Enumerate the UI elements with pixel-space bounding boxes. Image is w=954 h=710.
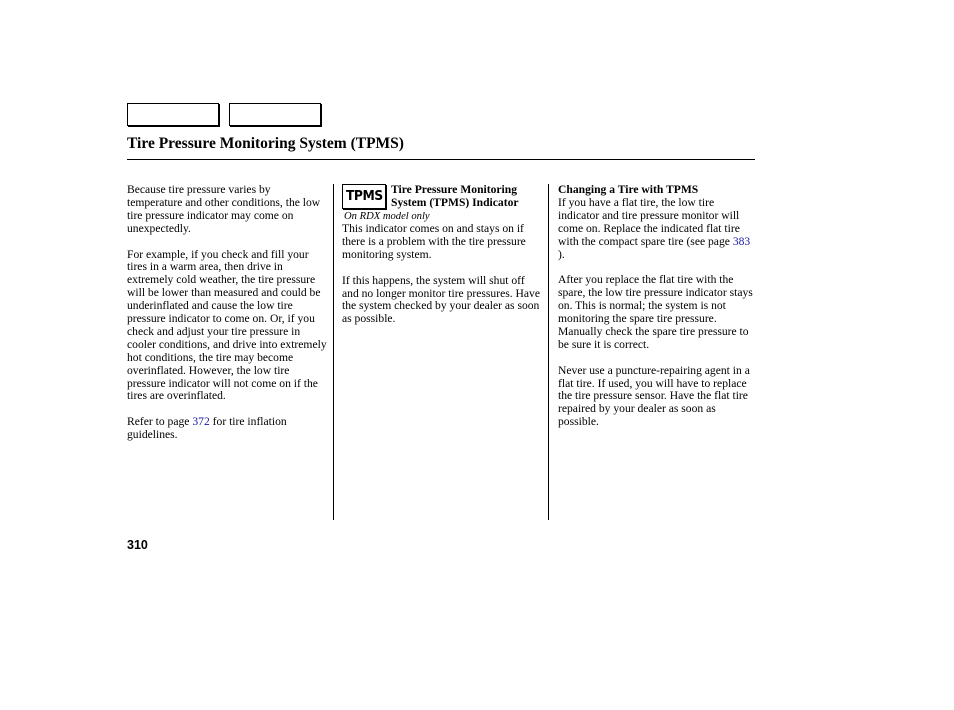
column-3 xyxy=(558,184,758,429)
tpms-indicator-icon xyxy=(342,184,386,209)
column-divider-1 xyxy=(333,184,334,520)
nav-button-index[interactable] xyxy=(229,103,321,126)
col1-p3-text-before: Refer to page xyxy=(127,415,190,429)
col3-p1-text-before: If you have a flat tire, the low tire indicator and tire pressure monitor will come on. Replace the indicated flat tire with the compact spare tire (see page xyxy=(558,195,740,248)
model-note: On RDX model only xyxy=(344,211,430,222)
column-divider-2 xyxy=(548,184,549,520)
col1-p3-text-after: for tire inflation guidelines. xyxy=(127,415,287,442)
page-link-372[interactable]: 372 xyxy=(192,415,210,429)
col1-paragraph-1: Because tire pressure varies by temperature and other conditions, the low tire pressure indicator may come on unexpectedly. xyxy=(127,183,321,235)
col2-paragraph-1: This indicator comes on and stays on if there is a problem with the tire pressure monitoring system. xyxy=(342,222,526,261)
changing-tire-heading: Changing a Tire with TPMS xyxy=(558,183,699,196)
nav-button-main-menu[interactable] xyxy=(127,103,219,126)
page-number: 310 xyxy=(127,538,148,552)
col3-paragraph-1 xyxy=(558,197,758,262)
title-divider xyxy=(127,159,755,160)
col2-paragraph-2: If this happens, the system will shut off and no longer monitor tire pressures. Have the system checked by your dealer as soon as possible. xyxy=(342,273,541,326)
column-1 xyxy=(127,184,327,442)
col1-paragraph-3 xyxy=(127,416,327,442)
column-2 xyxy=(342,223,542,326)
page-link-383[interactable]: 383 xyxy=(732,234,751,248)
tpms-badge-label: TPMS xyxy=(345,189,383,204)
col3-p1-text-after: ). xyxy=(558,247,565,261)
page-title: Tire Pressure Monitoring System (TPMS) xyxy=(127,135,404,152)
col3-paragraph-2: After you replace the flat tire with the spare, the low tire pressure indicator stays on. This is normal; the system is not monitoring the spare tire pressure. Manually check the spare tire pressure to be sure it is correct. xyxy=(558,273,753,351)
col3-paragraph-3: Never use a puncture-repairing agent in a flat tire. If used, you will have to replace the tire pressure sensor. Have the flat tire repaired by your dealer as soon as possible. xyxy=(558,363,750,429)
tpms-indicator-heading: Tire Pressure Monitoring System (TPMS) Indicator xyxy=(391,183,519,209)
col1-paragraph-2: For example, if you check and fill your tires in a warm area, then drive in extremely cold weather, the tire pressure will be lower than measured and could be underinflated and cause the low tire pressure indicator to come on. Or, if you check and adjust your tire pressure in cooler conditions, and drive into extremely hot conditions, the tire may become overinflated. However, the low tire pressure indicator will not come on if the tires are overinflated. xyxy=(127,247,327,403)
